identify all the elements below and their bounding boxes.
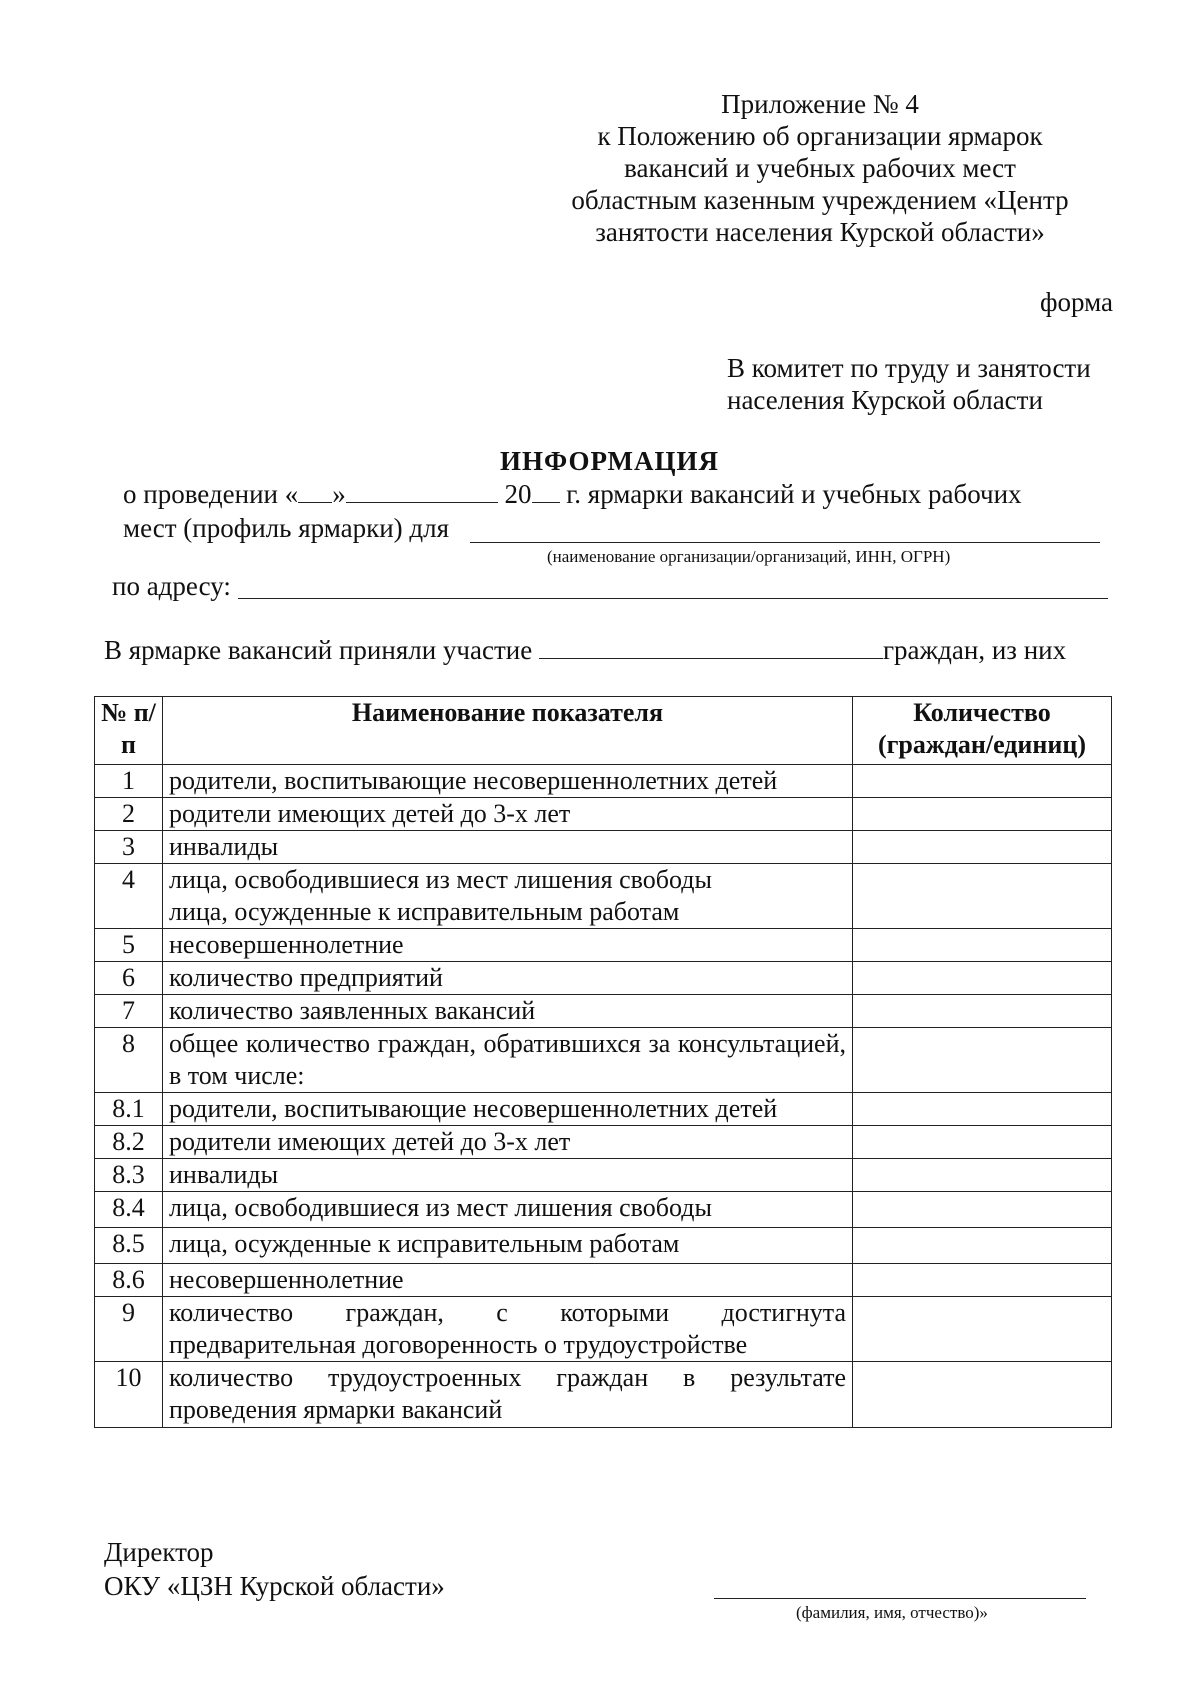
table-row xyxy=(95,864,1112,929)
row-num: 5 xyxy=(95,929,163,962)
row-qty[interactable] xyxy=(853,962,1112,995)
row-name: несовершеннолетние xyxy=(163,929,853,962)
page-title: ИНФОРМАЦИЯ xyxy=(500,446,719,476)
row-name: инвалиды xyxy=(163,831,853,864)
row-num: 3 xyxy=(95,831,163,864)
row-name: количество трудоустроенных граждан в результате проведения ярмарки вакансий xyxy=(163,1362,853,1428)
form-label: форма xyxy=(1040,287,1113,317)
appendix-line: занятости населения Курской области» xyxy=(595,217,1045,247)
row-num: 10 xyxy=(95,1362,163,1428)
row-name: лица, освободившиеся из мест лишения свободы xyxy=(169,865,712,894)
intro-text: мест (профиль ярмарки) для xyxy=(123,513,450,543)
row-num: 8.3 xyxy=(95,1159,163,1192)
row-name: лица, осужденные к исправительным работам xyxy=(169,897,680,926)
row-num: 7 xyxy=(95,995,163,1028)
signature-hint: (фамилия, имя, отчество)» xyxy=(796,1603,988,1622)
row-name: общее количество граждан, обратившихся за консультацией, в том числе: xyxy=(163,1028,853,1093)
intro-text: г. ярмарки вакансий и учебных рабочих xyxy=(566,479,1022,509)
row-num: 8 xyxy=(95,1028,163,1093)
intro-text: о проведении « xyxy=(123,479,299,509)
row-qty[interactable] xyxy=(853,1362,1112,1428)
row-num: 8.2 xyxy=(95,1126,163,1159)
row-qty[interactable] xyxy=(853,1297,1112,1362)
address-label: по адресу: xyxy=(112,571,231,601)
organization-hint: (наименование организации/организаций, ИНН, ОГРН) xyxy=(547,547,951,566)
row-qty[interactable] xyxy=(853,765,1112,798)
participants-text: В ярмарке вакансий приняли участие xyxy=(104,635,533,665)
table-row xyxy=(95,1093,1112,1126)
intro-text: » xyxy=(332,479,346,509)
header-qty: Количество (граждан/единиц) xyxy=(853,697,1112,765)
row-name: родители имеющих детей до 3-х лет xyxy=(163,1126,853,1159)
appendix-line: Приложение № 4 xyxy=(721,89,919,119)
table-row xyxy=(95,962,1112,995)
row-name: лица, осужденные к исправительным работам xyxy=(163,1228,853,1264)
row-num: 4 xyxy=(95,864,163,929)
table-row xyxy=(95,1028,1112,1093)
indicators-table xyxy=(94,696,1112,1428)
row-qty[interactable] xyxy=(853,1093,1112,1126)
year-blank[interactable] xyxy=(532,478,560,503)
participants-line xyxy=(104,634,1066,666)
table-row xyxy=(95,831,1112,864)
row-name: лица, освободившиеся из мест лишения свободы xyxy=(163,1192,853,1228)
row-name: родители, воспитывающие несовершеннолетних детей xyxy=(163,1093,853,1126)
appendix-block xyxy=(560,88,1080,248)
appendix-line: к Положению об организации ярмарок xyxy=(597,121,1043,151)
row-qty[interactable] xyxy=(853,1228,1112,1264)
row-qty[interactable] xyxy=(853,1028,1112,1093)
row-num: 8.5 xyxy=(95,1228,163,1264)
table-row xyxy=(95,929,1112,962)
table-row xyxy=(95,1159,1112,1192)
row-qty[interactable] xyxy=(853,831,1112,864)
table-row xyxy=(95,995,1112,1028)
row-qty[interactable] xyxy=(853,798,1112,831)
table-row xyxy=(95,1264,1112,1297)
row-name: родители имеющих детей до 3-х лет xyxy=(163,798,853,831)
participants-text: граждан, из них xyxy=(882,635,1067,665)
recipient-block xyxy=(727,352,1091,416)
row-qty[interactable] xyxy=(853,864,1112,929)
row-num: 8.4 xyxy=(95,1192,163,1228)
row-name: количество заявленных вакансий xyxy=(163,995,853,1028)
table-header-row xyxy=(95,697,1112,765)
row-qty[interactable] xyxy=(853,1264,1112,1297)
signature-blank[interactable] xyxy=(714,1598,1086,1599)
row-num: 2 xyxy=(95,798,163,831)
table-row xyxy=(95,1192,1112,1228)
signature-org: ОКУ «ЦЗН Курской области» xyxy=(104,1571,445,1601)
intro-line-2 xyxy=(123,512,449,544)
header-name: Наименование показателя xyxy=(163,697,853,765)
row-num: 8.1 xyxy=(95,1093,163,1126)
row-name: количество граждан, с которыми достигнута предварительная договоренность о трудоустройстве xyxy=(163,1297,853,1362)
table-row xyxy=(95,1228,1112,1264)
row-name: количество предприятий xyxy=(163,962,853,995)
row-num: 6 xyxy=(95,962,163,995)
table-row xyxy=(95,765,1112,798)
recipient-line: населения Курской области xyxy=(727,385,1043,415)
row-name-multi xyxy=(163,864,853,929)
header-num: № п/п xyxy=(95,697,163,765)
month-blank[interactable] xyxy=(346,478,498,503)
appendix-line: вакансий и учебных рабочих мест xyxy=(624,153,1016,183)
appendix-line: областным казенным учреждением «Центр xyxy=(571,185,1069,215)
table-row xyxy=(95,1362,1112,1428)
row-num: 9 xyxy=(95,1297,163,1362)
row-qty[interactable] xyxy=(853,1126,1112,1159)
intro-line-1 xyxy=(123,478,1022,510)
signature-position: Директор xyxy=(104,1537,214,1567)
table-row xyxy=(95,1297,1112,1362)
organization-blank[interactable] xyxy=(470,542,1100,543)
row-name: несовершеннолетние xyxy=(163,1264,853,1297)
row-qty[interactable] xyxy=(853,995,1112,1028)
intro-text: 20 xyxy=(504,479,532,509)
table-row xyxy=(95,798,1112,831)
row-name: инвалиды xyxy=(163,1159,853,1192)
row-name: родители, воспитывающие несовершеннолетних детей xyxy=(163,765,853,798)
recipient-line: В комитет по труду и занятости xyxy=(727,353,1091,383)
row-qty[interactable] xyxy=(853,1159,1112,1192)
row-num: 1 xyxy=(95,765,163,798)
table-row xyxy=(95,1126,1112,1159)
address-blank[interactable] xyxy=(238,598,1108,599)
row-qty[interactable] xyxy=(853,929,1112,962)
row-num: 8.6 xyxy=(95,1264,163,1297)
row-qty[interactable] xyxy=(853,1192,1112,1228)
day-blank[interactable] xyxy=(298,478,332,503)
participants-blank[interactable] xyxy=(539,634,883,659)
